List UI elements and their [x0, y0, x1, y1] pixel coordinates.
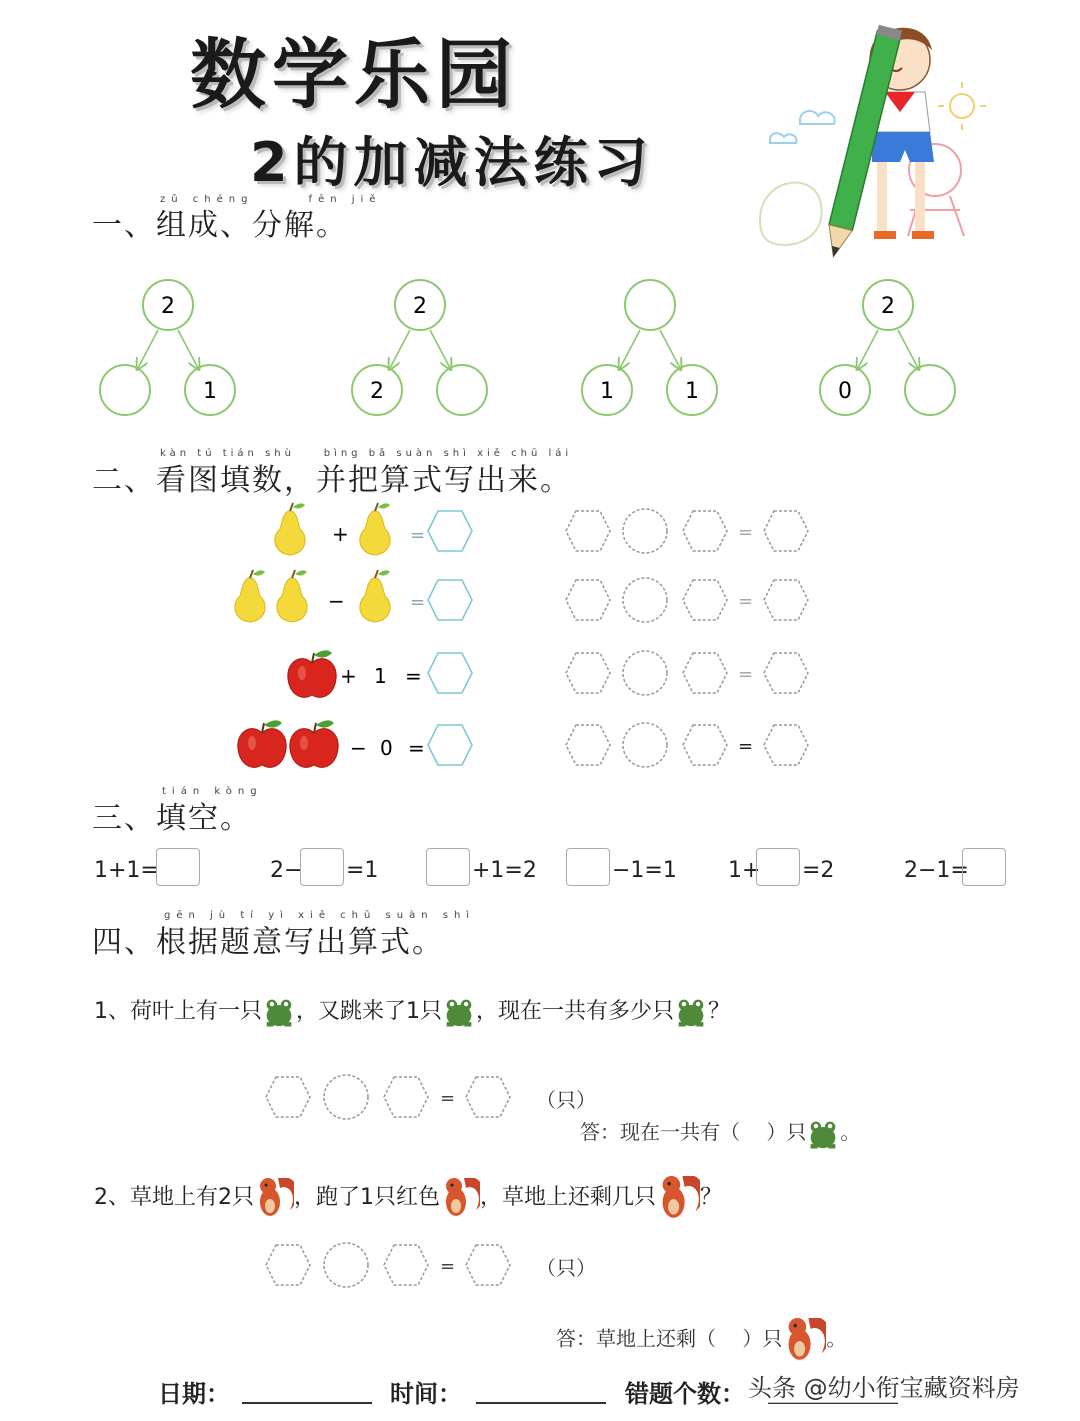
- squirrel-icon: [440, 1178, 480, 1218]
- q2-eq: =: [440, 1256, 456, 1277]
- row1-op: +: [332, 522, 349, 546]
- fill-item-5-after: =2: [802, 858, 835, 883]
- q2-unit: （只）: [536, 1256, 596, 1280]
- row4-op: −: [350, 736, 367, 760]
- row3-op: +: [340, 664, 357, 688]
- tree-2-left: 2: [370, 379, 384, 404]
- q1-unit: （只）: [536, 1088, 596, 1112]
- row3-eq: =: [405, 664, 422, 688]
- q2-answer: 答：草地上还剩（ ）只 。: [556, 1318, 846, 1362]
- fill-item-2: 2−: [270, 858, 303, 883]
- squirrel-icon: [254, 1178, 294, 1218]
- section4-pinyin: gēn jù tí yì xiě chū suàn shì: [164, 910, 476, 921]
- q1-answer: 答：现在一共有（ ）只 。: [580, 1116, 860, 1149]
- tree-1-right: 1: [203, 379, 217, 404]
- section3-heading: 三、填空。: [92, 801, 252, 836]
- frog-icon: [674, 997, 708, 1027]
- fill-item-6: 2−1=: [904, 858, 969, 883]
- squirrel-icon: [782, 1318, 826, 1362]
- section3-pinyin: tián kòng: [162, 786, 263, 797]
- row2-eq: =: [410, 592, 426, 613]
- q1-equation: [260, 1072, 530, 1122]
- question-2: 2、草地上有2只 ，跑了1只红色 ，草地上还剩几只 ？: [94, 1176, 914, 1220]
- answer-hexagon: [428, 653, 472, 693]
- tree-1: [100, 280, 235, 415]
- row2-op: −: [328, 589, 345, 613]
- tree-2: [352, 280, 487, 415]
- fill-item-3-after: +1=2: [472, 858, 537, 883]
- date-label: 日期：: [158, 1380, 230, 1408]
- fill-box-6[interactable]: [962, 848, 1006, 886]
- fill-item-1: 1+1=: [94, 858, 159, 883]
- row3-num: 1: [374, 664, 387, 688]
- fill-box-1[interactable]: [156, 848, 200, 886]
- fill-box-4[interactable]: [566, 848, 610, 886]
- fill-item-4-after: −1=1: [612, 858, 677, 883]
- decomposition-trees: [80, 270, 1000, 430]
- frog-icon: [806, 1119, 840, 1149]
- apple-icon: [290, 720, 338, 767]
- blank-equation-rows: [566, 509, 808, 767]
- apple-icon: [288, 650, 336, 697]
- fill-box-5[interactable]: [756, 848, 800, 886]
- answer-hexagon: [428, 511, 472, 551]
- right-eq: =: [738, 522, 754, 543]
- tree-4-left: 0: [838, 379, 852, 404]
- frog-icon: [442, 997, 476, 1027]
- right-eq: =: [738, 736, 754, 757]
- answer-hexagon: [428, 580, 472, 620]
- q2-equation: [260, 1240, 530, 1290]
- section2-pinyin: kàn tú tián shù bìng bǎ suàn shì xiě chū lái: [160, 448, 573, 459]
- date-line[interactable]: [242, 1402, 372, 1404]
- page-title: 数学乐园: [190, 30, 518, 119]
- section1-pinyin: zǔ chéng fēn jiě: [160, 194, 382, 205]
- errors-label: 错题个数：: [625, 1380, 745, 1408]
- tree-3-left: 1: [600, 379, 614, 404]
- tree-4: [820, 280, 955, 415]
- time-line[interactable]: [476, 1402, 606, 1404]
- question-1: 1、荷叶上有一只 ，又跳来了1只 ，现在一共有多少只 ？: [94, 994, 894, 1027]
- tree-3-right: 1: [685, 379, 699, 404]
- tree-3: [582, 280, 717, 415]
- right-eq: =: [738, 591, 754, 612]
- fill-box-2[interactable]: [300, 848, 344, 886]
- watermark: 头条 @幼小衔宝藏资料房: [748, 1368, 1020, 1403]
- time-label: 时间：: [390, 1380, 462, 1408]
- picture-equations: [220, 495, 840, 785]
- pear-icon: [235, 570, 265, 622]
- page-subtitle: 2的加减法练习: [250, 131, 654, 194]
- pear-icon: [360, 570, 390, 622]
- row4-eq: =: [408, 736, 425, 760]
- right-eq: =: [738, 664, 754, 685]
- q1-eq: =: [440, 1088, 456, 1109]
- section1-heading: 一、组成、分解。: [92, 208, 348, 243]
- tree-2-top: 2: [413, 294, 427, 319]
- row1-eq: =: [410, 525, 426, 546]
- pear-icon: [277, 570, 307, 622]
- squirrel-icon: [656, 1176, 700, 1220]
- fill-box-3[interactable]: [426, 848, 470, 886]
- section4-heading: 四、根据题意写出算式。: [92, 925, 444, 960]
- pear-icon: [360, 503, 390, 555]
- section2-heading: 二、看图填数，并把算式写出来。: [92, 463, 572, 498]
- fill-item-2-after: =1: [346, 858, 379, 883]
- row4-num: 0: [380, 736, 393, 760]
- answer-hexagon: [428, 725, 472, 765]
- tree-1-top: 2: [161, 294, 175, 319]
- apple-icon: [238, 720, 286, 767]
- fill-item-5: 1+: [728, 858, 761, 883]
- boy-pencil-illustration: [750, 10, 990, 270]
- frog-icon: [262, 997, 296, 1027]
- tree-4-top: 2: [881, 294, 895, 319]
- pear-icon: [275, 503, 305, 555]
